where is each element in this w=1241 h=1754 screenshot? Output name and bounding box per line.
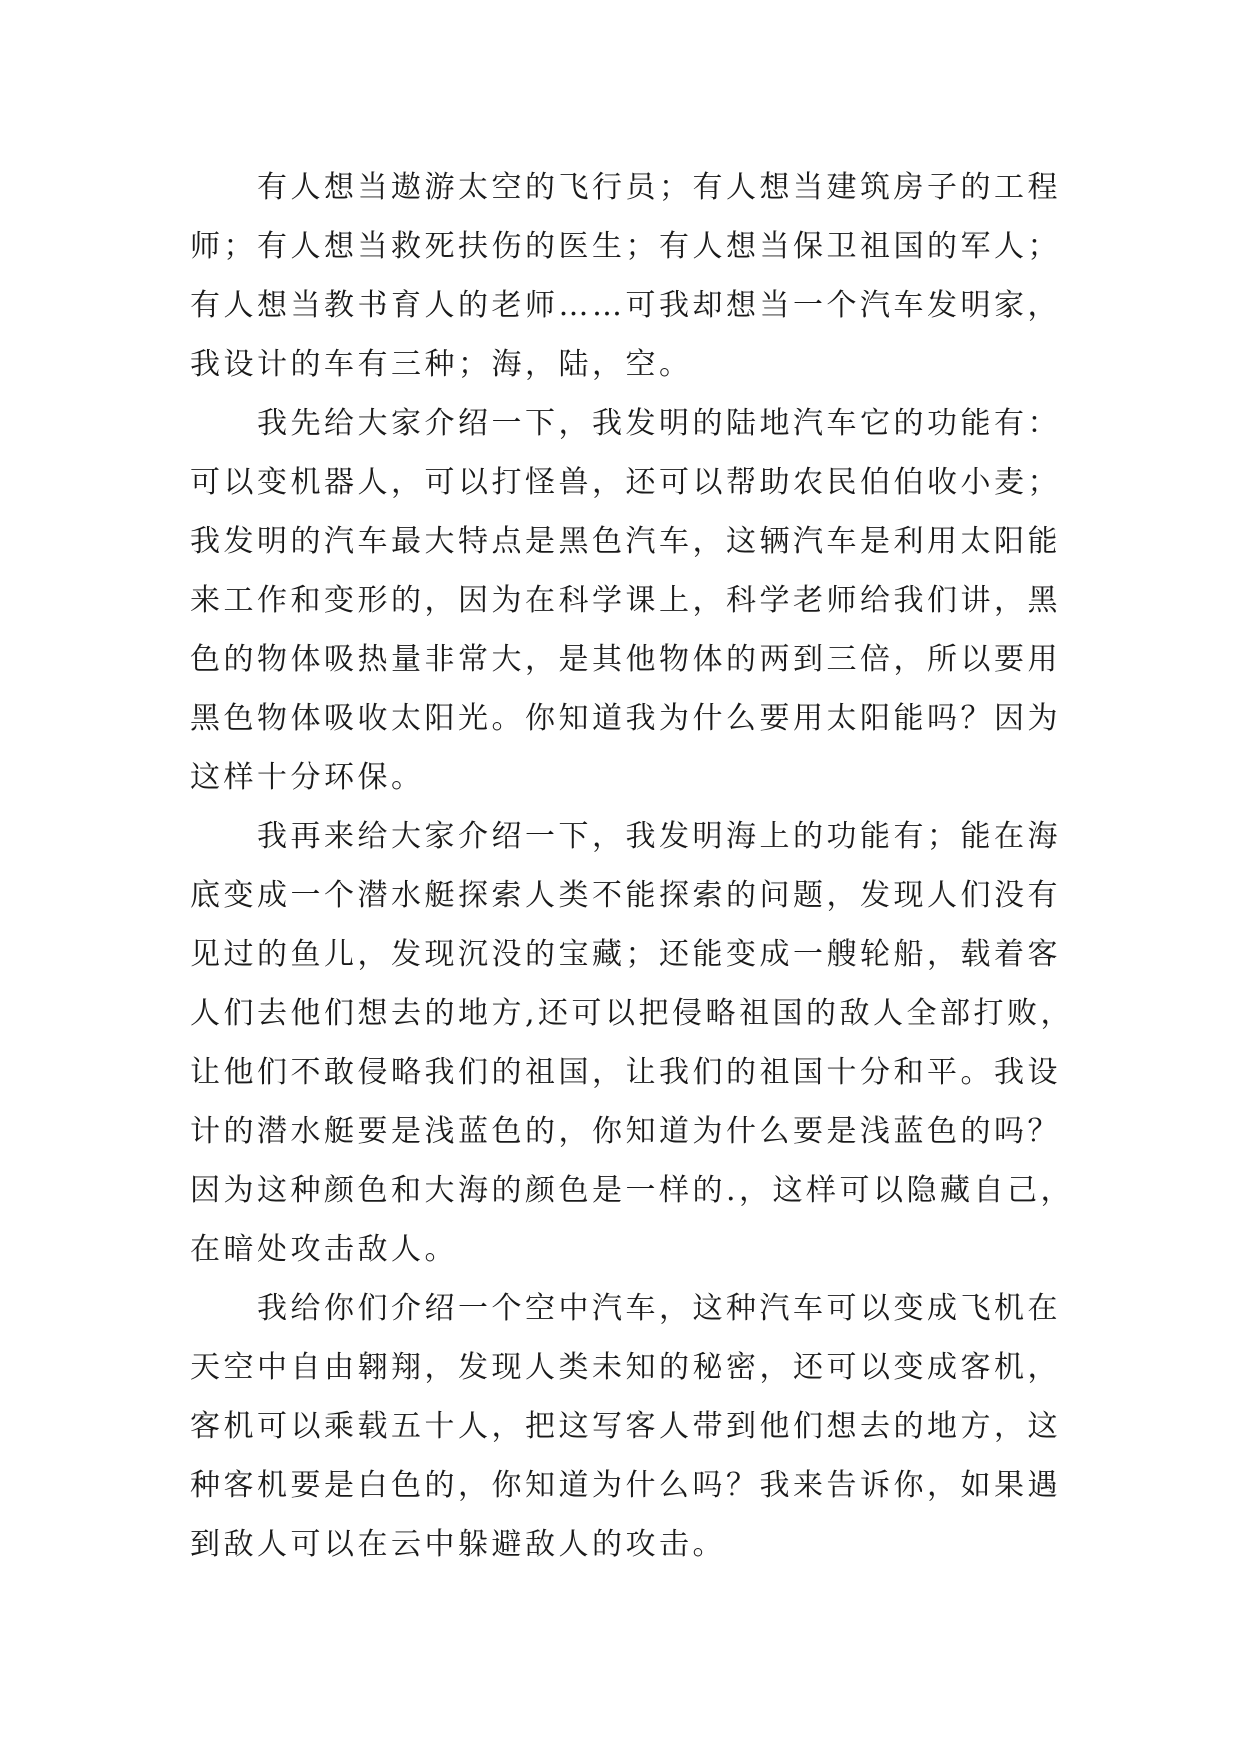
essay-body xyxy=(190,158,1075,1574)
paragraph-3 xyxy=(190,807,1075,1279)
text-line: 到敌人可以在云中躲避敌人的攻击。 xyxy=(190,1527,726,1562)
text-line: 因为这种颜色和大海的颜色是一样的.，这样可以隐藏自己， xyxy=(190,1173,1075,1208)
text-line: 这样十分环保。 xyxy=(190,760,425,795)
text-line: 我发明的汽车最大特点是黑色汽车，这辆汽车是利用太阳能 xyxy=(190,524,1061,559)
text-line: 人们去他们想去的地方,还可以把侵略祖国的敌人全部打败， xyxy=(190,996,1075,1031)
text-line: 我先给大家介绍一下，我发明的陆地汽车它的功能有： xyxy=(190,406,1061,441)
text-line: 让他们不敢侵略我们的祖国，让我们的祖国十分和平。我设 xyxy=(190,1055,1061,1090)
text-line: 我再来给大家介绍一下，我发明海上的功能有；能在海 xyxy=(190,819,1061,854)
text-line: 有人想当遨游太空的飞行员；有人想当建筑房子的工程 xyxy=(190,170,1061,205)
text-line: 来工作和变形的，因为在科学课上，科学老师给我们讲，黑 xyxy=(190,583,1061,618)
text-line: 黑色物体吸收太阳光。你知道我为什么要用太阳能吗？因为 xyxy=(190,701,1061,736)
text-line: 底变成一个潜水艇探索人类不能探索的问题，发现人们没有 xyxy=(190,878,1061,913)
text-line: 有人想当教书育人的老师……可我却想当一个汽车发明家， xyxy=(190,288,1061,323)
text-line: 在暗处攻击敌人。 xyxy=(190,1232,458,1267)
text-line: 色的物体吸热量非常大，是其他物体的两到三倍，所以要用 xyxy=(190,642,1061,677)
text-line: 客机可以乘载五十人，把这写客人带到他们想去的地方，这 xyxy=(190,1409,1061,1444)
text-line: 我给你们介绍一个空中汽车，这种汽车可以变成飞机在 xyxy=(190,1291,1061,1326)
text-line: 我设计的车有三种；海，陆，空。 xyxy=(190,347,693,382)
paragraph-4 xyxy=(190,1279,1061,1574)
text-line: 种客机要是白色的，你知道为什么吗？我来告诉你，如果遇 xyxy=(190,1468,1061,1503)
paragraph-1 xyxy=(190,158,1061,394)
paragraph-2 xyxy=(190,394,1061,807)
text-line: 见过的鱼儿，发现沉没的宝藏；还能变成一艘轮船，载着客 xyxy=(190,937,1061,972)
text-line: 师；有人想当救死扶伤的医生；有人想当保卫祖国的军人； xyxy=(190,229,1061,264)
text-line: 天空中自由翱翔，发现人类未知的秘密，还可以变成客机， xyxy=(190,1350,1061,1385)
text-line: 可以变机器人，可以打怪兽，还可以帮助农民伯伯收小麦； xyxy=(190,465,1061,500)
text-line: 计的潜水艇要是浅蓝色的，你知道为什么要是浅蓝色的吗？ xyxy=(190,1114,1061,1149)
